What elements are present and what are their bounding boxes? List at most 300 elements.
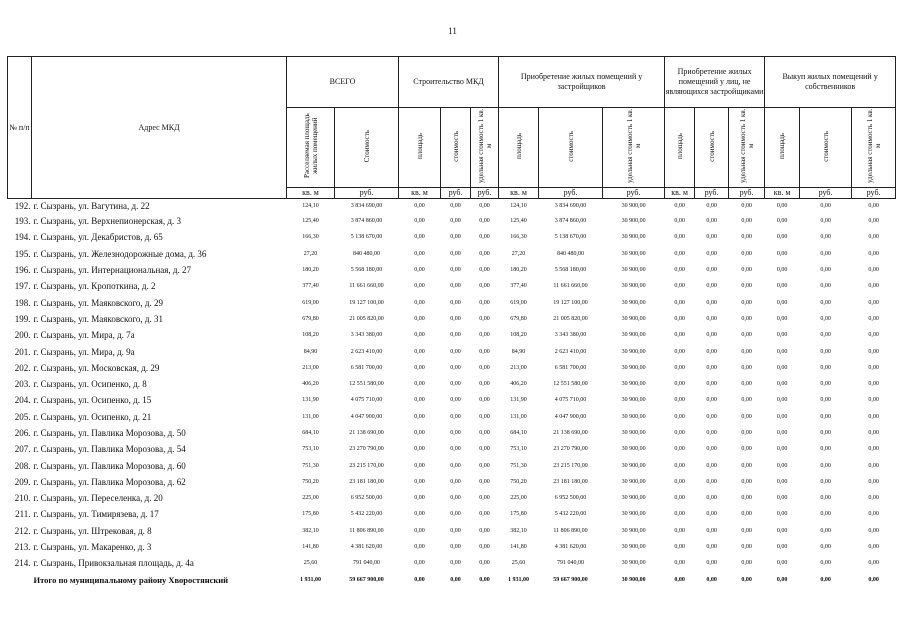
total-area-cell: 84,90 bbox=[303, 348, 318, 355]
buyout-value-cell: 0,00 bbox=[868, 527, 879, 534]
total-cost-cell: 21 005 820,00 bbox=[349, 315, 384, 322]
row-number-cell: 204. bbox=[14, 395, 31, 406]
buyout-value-cell: 0,00 bbox=[776, 364, 788, 371]
total-area-cell: 166,30 bbox=[302, 234, 319, 241]
nondev-value-cell: 0,00 bbox=[674, 478, 685, 485]
dev-value-cell: 377,40 bbox=[510, 283, 527, 290]
nondev-value-cell: 0,00 bbox=[706, 218, 717, 225]
dev-value-cell: 30 900,00 bbox=[621, 234, 646, 241]
dev-value-cell: 30 900,00 bbox=[621, 462, 646, 469]
buyout-value-cell: 0,00 bbox=[820, 560, 831, 567]
dev-value-cell: 753,10 bbox=[510, 446, 527, 453]
build-value-cell: 0,00 bbox=[450, 203, 461, 209]
buyout-value-cell: 0,00 bbox=[820, 446, 831, 453]
row-number-cell: 203. bbox=[14, 379, 31, 390]
buyout-value-cell: 0,00 bbox=[868, 397, 879, 404]
row-number-cell: 208. bbox=[14, 460, 31, 471]
total-area-cell: 27,20 bbox=[303, 250, 318, 257]
nondev-value-cell: 0,00 bbox=[706, 348, 717, 355]
group-non-developer-header: Приобретение жилых помещений у лиц, не являющихся застройщиками bbox=[665, 57, 765, 108]
col-address-header: Адрес МКД bbox=[32, 57, 287, 199]
nondev-value-cell: 0,00 bbox=[706, 430, 717, 436]
row-number-cell: 194. bbox=[14, 232, 31, 243]
sub-label: стоимость bbox=[707, 130, 716, 162]
build-value-cell: 0,00 bbox=[450, 560, 461, 567]
build-value-cell: 0,00 bbox=[414, 462, 425, 469]
nondev-value-cell: 0,00 bbox=[741, 576, 752, 583]
buyout-value-cell: 0,00 bbox=[868, 250, 879, 257]
dev-value-cell: 1 931,00 bbox=[508, 576, 530, 583]
build-value-cell: 0,00 bbox=[450, 332, 461, 339]
address-cell: г. Сызрань, ул. Железнодорожные дома, д. 36 bbox=[33, 248, 207, 259]
address-cell: г. Сызрань, ул. Маяковского, д. 29 bbox=[33, 297, 163, 308]
nondev-value-cell: 0,00 bbox=[741, 364, 752, 371]
sub-label: удельная стоимость 1 кв. м bbox=[476, 108, 493, 184]
nondev-value-cell: 0,00 bbox=[674, 413, 685, 420]
sub-total-cost: Стоимость bbox=[362, 129, 371, 163]
address-cell: г. Сызрань, ул. Переселенка, д. 20 bbox=[33, 493, 163, 504]
nondev-value-cell: 0,00 bbox=[674, 446, 685, 453]
page-number: 11 bbox=[448, 26, 457, 36]
total-cost-cell: 5 138 670,00 bbox=[350, 234, 383, 241]
row-number-cell: 199. bbox=[14, 313, 31, 324]
build-value-cell: 0,00 bbox=[479, 527, 490, 534]
table-row bbox=[8, 327, 896, 343]
row-number-cell: 202. bbox=[14, 362, 31, 373]
build-value-cell: 0,00 bbox=[479, 315, 490, 322]
sub-label: стоимость bbox=[821, 130, 830, 162]
build-value-cell: 0,00 bbox=[450, 544, 461, 551]
build-value-cell: 0,00 bbox=[479, 478, 490, 485]
build-value-cell: 0,00 bbox=[479, 495, 490, 502]
nondev-value-cell: 0,00 bbox=[706, 478, 717, 485]
total-area-cell: 25,60 bbox=[303, 560, 318, 567]
dev-value-cell: 225,00 bbox=[510, 495, 527, 502]
nondev-value-cell: 0,00 bbox=[674, 430, 685, 436]
sub-label: удельная стоимость 1 кв. м bbox=[625, 108, 642, 184]
table-row bbox=[8, 523, 896, 539]
dev-value-cell: 30 900,00 bbox=[621, 299, 646, 306]
build-value-cell: 0,00 bbox=[414, 397, 425, 404]
total-area-cell: 175,80 bbox=[302, 511, 319, 518]
total-cost-cell: 4 075 710,00 bbox=[350, 397, 383, 404]
row-number-cell: 214. bbox=[14, 558, 31, 569]
build-value-cell: 0,00 bbox=[450, 267, 461, 274]
buyout-value-cell: 0,00 bbox=[868, 560, 879, 567]
nondev-value-cell: 0,00 bbox=[706, 381, 717, 388]
buyout-value-cell: 0,00 bbox=[820, 430, 831, 436]
total-row bbox=[8, 572, 896, 588]
buyout-value-cell: 0,00 bbox=[776, 397, 788, 404]
dev-value-cell: 11 661 660,00 bbox=[553, 283, 588, 290]
unit-label: кв. м bbox=[399, 188, 441, 199]
sub-label: удельная стоимость 1 кв. м bbox=[738, 108, 755, 184]
build-value-cell: 0,00 bbox=[414, 299, 425, 306]
row-number-cell: 200. bbox=[14, 330, 31, 341]
dev-value-cell: 30 900,00 bbox=[621, 283, 646, 290]
buyout-value-cell: 0,00 bbox=[820, 267, 831, 274]
dev-value-cell: 11 806 890,00 bbox=[553, 527, 588, 534]
dev-value-cell: 4 075 710,00 bbox=[554, 397, 587, 404]
buyout-value-cell: 0,00 bbox=[776, 283, 788, 290]
table-row bbox=[8, 311, 896, 327]
table-row bbox=[8, 539, 896, 555]
row-number-cell bbox=[8, 572, 32, 588]
total-cost-cell: 6 952 500,00 bbox=[350, 495, 383, 502]
build-value-cell: 0,00 bbox=[414, 234, 425, 241]
dev-value-cell: 6 581 700,00 bbox=[554, 364, 587, 371]
address-cell: г. Сызрань, ул. Осипенко, д. 21 bbox=[33, 411, 152, 422]
build-value-cell: 0,00 bbox=[414, 332, 425, 339]
total-area-cell: 1 931,00 bbox=[300, 576, 321, 583]
buyout-value-cell: 0,00 bbox=[776, 430, 788, 436]
total-area-cell: 213,00 bbox=[302, 364, 319, 371]
build-value-cell: 0,00 bbox=[414, 527, 425, 534]
total-cost-cell: 23 181 180,00 bbox=[349, 478, 384, 485]
buyout-value-cell: 0,00 bbox=[776, 446, 788, 453]
dev-value-cell: 27,20 bbox=[511, 250, 526, 257]
buyout-value-cell: 0,00 bbox=[868, 413, 879, 420]
build-value-cell: 0,00 bbox=[479, 413, 490, 420]
table-row bbox=[8, 441, 896, 457]
address-cell: г. Сызрань, ул. Макаренко, д. 3 bbox=[33, 542, 152, 553]
nondev-value-cell: 0,00 bbox=[706, 234, 717, 241]
nondev-value-cell: 0,00 bbox=[741, 381, 752, 388]
buyout-value-cell: 0,00 bbox=[776, 299, 788, 306]
nondev-value-cell: 0,00 bbox=[706, 576, 717, 583]
build-value-cell: 0,00 bbox=[479, 299, 490, 306]
total-cost-cell: 6 581 700,00 bbox=[350, 364, 383, 371]
build-value-cell: 0,00 bbox=[450, 218, 461, 225]
build-value-cell: 0,00 bbox=[414, 348, 425, 355]
total-area-cell: 750,20 bbox=[302, 478, 319, 485]
nondev-value-cell: 0,00 bbox=[674, 576, 685, 583]
buyout-value-cell: 0,00 bbox=[776, 267, 788, 274]
dev-value-cell: 30 900,00 bbox=[621, 413, 646, 420]
dev-value-cell: 4 381 620,00 bbox=[554, 544, 587, 551]
buyout-value-cell: 0,00 bbox=[868, 544, 879, 551]
dev-value-cell: 23 215 170,00 bbox=[553, 462, 588, 469]
build-value-cell: 0,00 bbox=[479, 511, 490, 518]
group-buyout-header: Выкуп жилых помещений у собственников bbox=[765, 57, 896, 108]
build-value-cell: 0,00 bbox=[414, 430, 425, 436]
address-cell: г. Сызрань, ул. Кропоткина, д. 2 bbox=[33, 281, 156, 292]
buyout-value-cell: 0,00 bbox=[776, 234, 788, 241]
dev-value-cell: 30 900,00 bbox=[621, 267, 646, 274]
dev-value-cell: 30 900,00 bbox=[621, 544, 646, 551]
dev-value-cell: 30 900,00 bbox=[621, 348, 646, 355]
buyout-value-cell: 0,00 bbox=[776, 315, 788, 322]
build-value-cell: 0,00 bbox=[450, 446, 461, 453]
buyout-value-cell: 0,00 bbox=[868, 430, 879, 436]
build-value-cell: 0,00 bbox=[479, 397, 490, 404]
build-value-cell: 0,00 bbox=[450, 576, 461, 583]
total-cost-cell: 11 806 890,00 bbox=[349, 527, 384, 534]
build-value-cell: 0,00 bbox=[450, 397, 461, 404]
build-value-cell: 0,00 bbox=[450, 413, 461, 420]
nondev-value-cell: 0,00 bbox=[706, 495, 717, 502]
buyout-value-cell: 0,00 bbox=[776, 250, 788, 257]
table-row bbox=[8, 506, 896, 522]
buyout-value-cell: 0,00 bbox=[868, 283, 879, 290]
build-value-cell: 0,00 bbox=[414, 315, 425, 322]
nondev-value-cell: 0,00 bbox=[674, 381, 685, 388]
address-cell: г. Сызрань, Привокзальная площадь, д. 4а bbox=[33, 558, 194, 569]
sub-label: площадь bbox=[778, 133, 787, 159]
nondev-value-cell: 0,00 bbox=[741, 511, 752, 518]
table-row bbox=[8, 278, 896, 294]
buyout-value-cell: 0,00 bbox=[820, 203, 831, 209]
table-row bbox=[8, 199, 896, 214]
unit-label: кв. м bbox=[287, 188, 335, 199]
dev-value-cell: 3 834 690,00 bbox=[554, 203, 587, 209]
buyout-value-cell: 0,00 bbox=[776, 348, 788, 355]
nondev-value-cell: 0,00 bbox=[674, 267, 685, 274]
unit-label: руб. bbox=[800, 188, 852, 199]
buyout-value-cell: 0,00 bbox=[820, 495, 831, 502]
nondev-value-cell: 0,00 bbox=[674, 495, 685, 502]
dev-value-cell: 5 138 670,00 bbox=[554, 234, 587, 241]
address-cell: г. Сызрань, ул. Павлика Морозова, д. 62 bbox=[33, 476, 186, 487]
build-value-cell: 0,00 bbox=[450, 250, 461, 257]
dev-value-cell: 23 270 790,00 bbox=[553, 446, 588, 453]
dev-value-cell: 30 900,00 bbox=[621, 218, 646, 225]
dev-value-cell: 382,10 bbox=[510, 527, 527, 534]
dev-value-cell: 124,10 bbox=[510, 203, 527, 209]
dev-value-cell: 108,20 bbox=[510, 332, 527, 339]
nondev-value-cell: 0,00 bbox=[706, 446, 717, 453]
buyout-value-cell: 0,00 bbox=[820, 218, 831, 225]
total-cost-cell: 12 551 580,00 bbox=[349, 381, 384, 388]
nondev-value-cell: 0,00 bbox=[706, 462, 717, 469]
total-area-cell: 619,00 bbox=[302, 299, 319, 306]
dev-value-cell: 30 900,00 bbox=[621, 332, 646, 339]
unit-label: руб. bbox=[852, 188, 896, 199]
build-value-cell: 0,00 bbox=[479, 218, 490, 225]
total-area-cell: 125,40 bbox=[302, 218, 319, 225]
buyout-value-cell: 0,00 bbox=[776, 381, 788, 388]
dev-value-cell: 684,10 bbox=[510, 430, 527, 436]
dev-value-cell: 21 005 820,00 bbox=[553, 315, 588, 322]
buyout-value-cell: 0,00 bbox=[868, 267, 879, 274]
buyout-value-cell: 0,00 bbox=[868, 462, 879, 469]
buyout-value-cell: 0,00 bbox=[868, 576, 879, 583]
table-row bbox=[8, 490, 896, 506]
unit-label: руб. bbox=[603, 188, 665, 199]
buyout-value-cell: 0,00 bbox=[776, 218, 788, 225]
dev-value-cell: 125,40 bbox=[510, 218, 527, 225]
nondev-value-cell: 0,00 bbox=[706, 315, 717, 322]
dev-value-cell: 2 623 410,00 bbox=[554, 348, 587, 355]
build-value-cell: 0,00 bbox=[414, 495, 425, 502]
nondev-value-cell: 0,00 bbox=[741, 495, 752, 502]
nondev-value-cell: 0,00 bbox=[674, 560, 685, 567]
nondev-value-cell: 0,00 bbox=[741, 446, 752, 453]
build-value-cell: 0,00 bbox=[479, 446, 490, 453]
dev-value-cell: 30 900,00 bbox=[621, 511, 646, 518]
nondev-value-cell: 0,00 bbox=[674, 332, 685, 339]
sub-label: площадь bbox=[514, 133, 523, 159]
nondev-value-cell: 0,00 bbox=[706, 332, 717, 339]
dev-value-cell: 30 900,00 bbox=[621, 527, 646, 534]
row-number-cell: 210. bbox=[14, 493, 31, 504]
buyout-value-cell: 0,00 bbox=[776, 478, 788, 485]
table-row bbox=[8, 425, 896, 441]
nondev-value-cell: 0,00 bbox=[674, 218, 685, 225]
total-cost-cell: 4 047 900,00 bbox=[350, 413, 383, 420]
dev-value-cell: 59 667 900,00 bbox=[553, 576, 588, 583]
nondev-value-cell: 0,00 bbox=[741, 430, 752, 436]
nondev-value-cell: 0,00 bbox=[706, 560, 717, 567]
buyout-value-cell: 0,00 bbox=[868, 299, 879, 306]
build-value-cell: 0,00 bbox=[450, 511, 461, 518]
nondev-value-cell: 0,00 bbox=[741, 218, 752, 225]
table-row bbox=[8, 343, 896, 359]
build-value-cell: 0,00 bbox=[414, 413, 425, 420]
total-area-cell: 377,40 bbox=[302, 283, 319, 290]
build-value-cell: 0,00 bbox=[450, 315, 461, 322]
address-cell: г. Сызрань, ул. Московская, д. 29 bbox=[33, 362, 160, 373]
buyout-value-cell: 0,00 bbox=[776, 544, 788, 551]
dev-value-cell: 30 900,00 bbox=[621, 315, 646, 322]
nondev-value-cell: 0,00 bbox=[674, 462, 685, 469]
total-cost-cell: 59 667 900,00 bbox=[349, 576, 384, 583]
buyout-value-cell: 0,00 bbox=[820, 413, 831, 420]
table-row bbox=[8, 213, 896, 229]
build-value-cell: 0,00 bbox=[479, 381, 490, 388]
col-num-header: № п/п bbox=[8, 57, 32, 199]
dev-value-cell: 791 040,00 bbox=[557, 560, 585, 567]
address-cell: г. Сызрань, ул. Декабристов, д. 65 bbox=[33, 232, 163, 243]
dev-value-cell: 30 900,00 bbox=[621, 495, 646, 502]
nondev-value-cell: 0,00 bbox=[741, 478, 752, 485]
nondev-value-cell: 0,00 bbox=[741, 234, 752, 241]
address-cell: г. Сызрань, ул. Осипенко, д. 8 bbox=[33, 379, 147, 390]
sub-label: стоимость bbox=[451, 130, 460, 162]
table-row bbox=[8, 555, 896, 571]
nondev-value-cell: 0,00 bbox=[674, 299, 685, 306]
group-developer-header: Приобретение жилых помещений у застройщиков bbox=[499, 57, 665, 108]
total-cost-cell: 5 568 180,00 bbox=[350, 267, 383, 274]
row-number-cell: 212. bbox=[14, 525, 31, 536]
dev-value-cell: 166,30 bbox=[510, 234, 527, 241]
unit-label: руб. bbox=[729, 188, 765, 199]
build-value-cell: 0,00 bbox=[414, 364, 425, 371]
dev-value-cell: 30 900,00 bbox=[621, 203, 646, 209]
housing-resettlement-table bbox=[7, 56, 896, 588]
total-area-cell: 753,10 bbox=[302, 446, 319, 453]
row-number-cell: 209. bbox=[14, 476, 31, 487]
build-value-cell: 0,00 bbox=[479, 364, 490, 371]
total-area-cell: 382,10 bbox=[302, 527, 319, 534]
total-cost-cell: 21 138 690,00 bbox=[349, 430, 384, 436]
nondev-value-cell: 0,00 bbox=[741, 462, 752, 469]
dev-value-cell: 12 551 580,00 bbox=[553, 381, 588, 388]
buyout-value-cell: 0,00 bbox=[776, 413, 788, 420]
build-value-cell: 0,00 bbox=[450, 234, 461, 241]
buyout-value-cell: 0,00 bbox=[868, 381, 879, 388]
unit-label: руб. bbox=[441, 188, 471, 199]
build-value-cell: 0,00 bbox=[450, 495, 461, 502]
address-cell: г. Сызрань, ул. Интернациональная, д. 27 bbox=[33, 265, 191, 276]
build-value-cell: 0,00 bbox=[450, 381, 461, 388]
buyout-value-cell: 0,00 bbox=[868, 203, 879, 209]
build-value-cell: 0,00 bbox=[414, 560, 425, 567]
buyout-value-cell: 0,00 bbox=[868, 364, 879, 371]
build-value-cell: 0,00 bbox=[414, 283, 425, 290]
row-number-cell: 213. bbox=[14, 542, 31, 553]
unit-label: руб. bbox=[539, 188, 603, 199]
total-area-cell: 180,20 bbox=[302, 267, 319, 274]
buyout-value-cell: 0,00 bbox=[820, 348, 831, 355]
address-cell: г. Сызрань, ул. Осипенко, д. 15 bbox=[33, 395, 152, 406]
sub-label: площадь bbox=[675, 133, 684, 159]
address-cell: г. Сызрань, ул. Мира, д. 9а bbox=[33, 346, 135, 357]
buyout-value-cell: 0,00 bbox=[776, 527, 788, 534]
buyout-value-cell: 0,00 bbox=[776, 203, 788, 209]
nondev-value-cell: 0,00 bbox=[674, 397, 685, 404]
build-value-cell: 0,00 bbox=[479, 544, 490, 551]
total-area-cell: 131,00 bbox=[302, 413, 319, 420]
dev-value-cell: 750,20 bbox=[510, 478, 527, 485]
total-cost-cell: 3 834 690,00 bbox=[350, 203, 383, 209]
address-cell: г. Сызрань, ул. Павлика Морозова, д. 54 bbox=[33, 444, 186, 455]
build-value-cell: 0,00 bbox=[479, 462, 490, 469]
buyout-value-cell: 0,00 bbox=[820, 332, 831, 339]
total-area-cell: 684,10 bbox=[302, 430, 319, 436]
unit-label: кв. м bbox=[499, 188, 539, 199]
buyout-value-cell: 0,00 bbox=[820, 511, 831, 518]
table-row bbox=[8, 246, 896, 262]
nondev-value-cell: 0,00 bbox=[741, 332, 752, 339]
nondev-value-cell: 0,00 bbox=[741, 315, 752, 322]
nondev-value-cell: 0,00 bbox=[674, 544, 685, 551]
dev-value-cell: 406,20 bbox=[510, 381, 527, 388]
row-number-cell: 192. bbox=[14, 201, 31, 211]
dev-value-cell: 30 900,00 bbox=[621, 381, 646, 388]
table-row bbox=[8, 229, 896, 245]
build-value-cell: 0,00 bbox=[450, 462, 461, 469]
group-total-header: ВСЕГО bbox=[287, 57, 399, 108]
address-cell: г. Сызрань, ул. Мира, д. 7а bbox=[33, 330, 135, 341]
buyout-value-cell: 0,00 bbox=[776, 560, 788, 567]
total-area-cell: 124,10 bbox=[302, 203, 319, 209]
nondev-value-cell: 0,00 bbox=[741, 203, 752, 209]
buyout-value-cell: 0,00 bbox=[868, 478, 879, 485]
nondev-value-cell: 0,00 bbox=[706, 413, 717, 420]
nondev-value-cell: 0,00 bbox=[674, 203, 685, 209]
dev-value-cell: 213,00 bbox=[510, 364, 527, 371]
row-number-cell: 201. bbox=[14, 346, 31, 357]
dev-value-cell: 180,20 bbox=[510, 267, 527, 274]
sub-label: площадь bbox=[415, 133, 424, 159]
total-cost-cell: 11 661 660,00 bbox=[349, 283, 384, 290]
buyout-value-cell: 0,00 bbox=[820, 576, 831, 583]
build-value-cell: 0,00 bbox=[479, 250, 490, 257]
build-value-cell: 0,00 bbox=[450, 299, 461, 306]
total-area-cell: 131,90 bbox=[302, 397, 319, 404]
nondev-value-cell: 0,00 bbox=[674, 348, 685, 355]
total-cost-cell: 5 432 220,00 bbox=[350, 511, 383, 518]
buyout-value-cell: 0,00 bbox=[820, 381, 831, 388]
nondev-value-cell: 0,00 bbox=[706, 364, 717, 371]
dev-value-cell: 21 138 690,00 bbox=[553, 430, 588, 436]
build-value-cell: 0,00 bbox=[450, 364, 461, 371]
total-cost-cell: 23 270 790,00 bbox=[349, 446, 384, 453]
dev-value-cell: 30 900,00 bbox=[621, 478, 646, 485]
buyout-value-cell: 0,00 bbox=[776, 576, 788, 583]
build-value-cell: 0,00 bbox=[479, 576, 490, 583]
